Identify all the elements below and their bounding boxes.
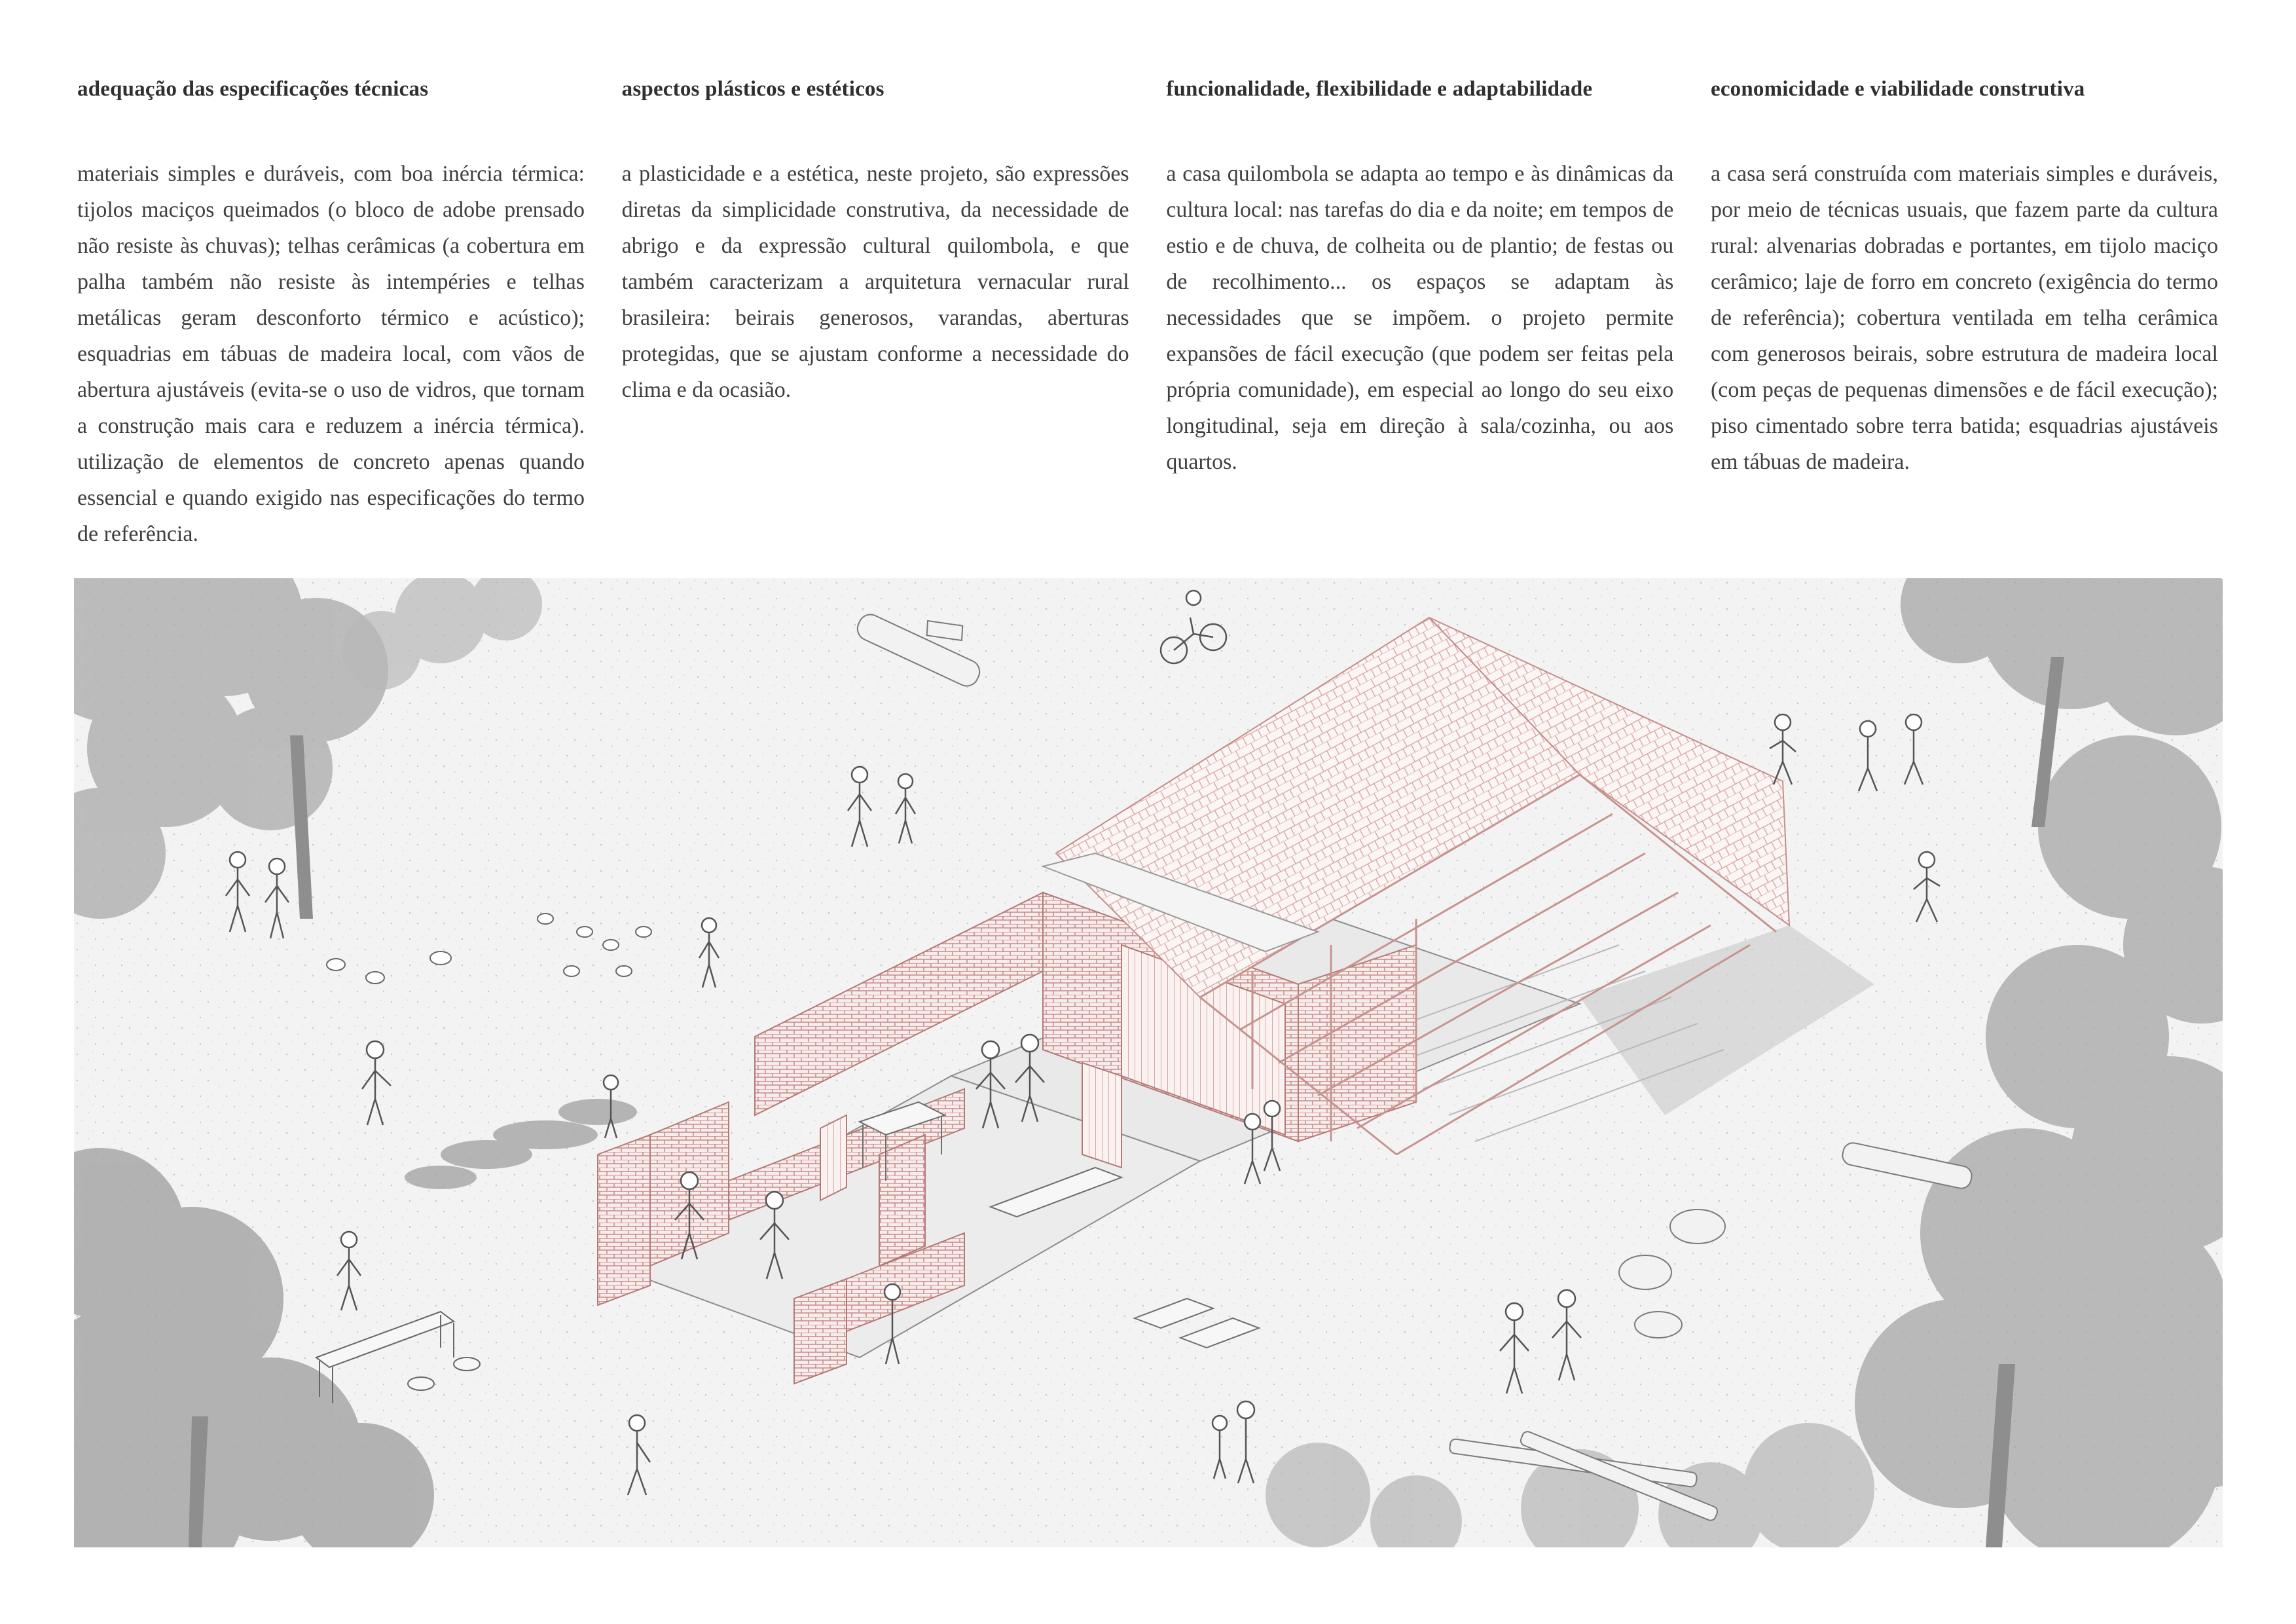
column-functionality	[1166, 77, 1673, 562]
column-text: a plasticidade e a estética, neste projeto, são expressões diretas da simplicidade construtiva, da necessidade de abrigo e da expressão cultural quilombola, e que também caracterizam a arquitetura vernacular rural brasileira: beirais generosos, varandas, aberturas protegidas, que se ajustam conforme a necessidade do clima e da ocasião.	[621, 162, 1129, 402]
column-heading: adequação das especificações técnicas	[77, 77, 429, 101]
column-text: a casa será construída com materiais simples e duráveis, por meio de técnicas usuais, que fazem parte da cultura rural: alvenarias dobradas e portantes, em tijolo maciço cerâmico; laje de forro em concreto (exigência do termo de referência); cobertura ventilada em telha cerâmica com generosos beirais, sobre estrutura de madeira local (com peças de pequenas dimensões e de fácil execução); piso cimentado sobre terra batida; esquadrias ajustáveis em tábuas de madeira.	[1710, 162, 2218, 474]
text-columns	[77, 77, 2218, 562]
column-economy	[1711, 77, 2218, 562]
column-heading: economicidade e viabilidade construtiva	[1710, 77, 2085, 101]
column-text: a casa quilombola se adapta ao tempo e às dinâmicas da cultura local: nas tarefas do dia e da noite; em tempos de estio e de chuva, de colheita ou de plantio; de festas ou de recolhimento... os espaços se adaptam às necessidades que se impõem. o projeto permite expansões de fácil execução (que podem ser feitas pela própria comunidade), em especial ao longo do seu eixo longitudinal, seja em direção à sala/cozinha, ou aos quartos.	[1166, 162, 1674, 474]
column-heading: aspectos plásticos e estéticos	[621, 77, 884, 101]
axonometric-illustration	[74, 578, 2223, 1547]
column-aesthetics	[622, 77, 1129, 562]
column-text: materiais simples e duráveis, com boa inércia térmica: tijolos maciços queimados (o bloco de adobe prensado não resiste às chuvas); telhas cerâmicas (a cobertura em palha também não resiste às intempéries e telhas metálicas geram desconforto térmico e acústico); esquadrias em tábuas de madeira local, com vãos de abertura ajustáveis (evita-se o uso de vidros, que tornam a construção mais cara e reduzem a inércia térmica). utilização de elementos de concreto apenas quando essencial e quando exigido nas especificações do termo de referência.	[77, 162, 585, 546]
column-technical-specs	[77, 77, 585, 562]
column-heading: funcionalidade, flexibilidade e adaptabilidade	[1166, 77, 1593, 101]
